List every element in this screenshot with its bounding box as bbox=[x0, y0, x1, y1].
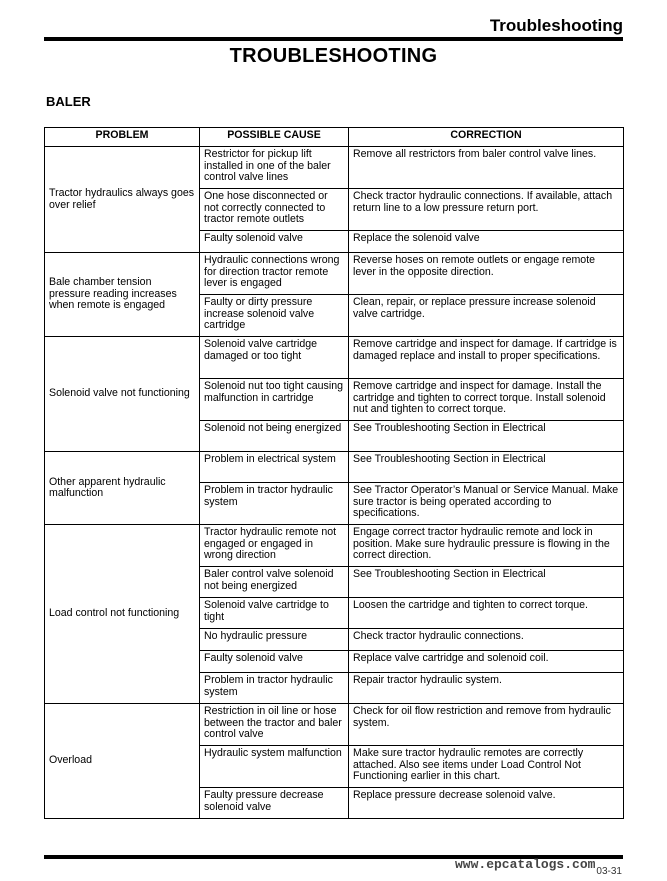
cause-cell: Solenoid valve cartridge to tight bbox=[200, 598, 349, 629]
correction-cell: See Troubleshooting Section in Electrical bbox=[349, 421, 624, 452]
problem-cell: Load control not functioning bbox=[45, 525, 200, 704]
running-header: Troubleshooting bbox=[489, 16, 623, 35]
correction-cell: Remove cartridge and inspect for damage. If cartridge is damaged replace and install to proper specifications. bbox=[349, 337, 624, 379]
top-rule bbox=[44, 37, 623, 41]
table-row bbox=[45, 525, 624, 567]
cause-cell: Faulty or dirty pressure increase solenoid valve cartridge bbox=[200, 295, 349, 337]
footer-watermark: www.epcatalogs.com bbox=[455, 857, 596, 872]
problem-cell: Overload bbox=[45, 704, 200, 819]
cause-cell: Restrictor for pickup lift installed in one of the baler control valve lines bbox=[200, 147, 349, 189]
cause-cell: Faulty solenoid valve bbox=[200, 651, 349, 673]
cause-cell: One hose disconnected or not correctly connected to tractor remote outlets bbox=[200, 189, 349, 231]
table-row bbox=[45, 253, 624, 295]
column-header-cause: POSSIBLE CAUSE bbox=[200, 128, 349, 147]
correction-cell: Check tractor hydraulic connections. If available, attach return line to a low pressure return port. bbox=[349, 189, 624, 231]
cause-cell: Solenoid valve cartridge damaged or too tight bbox=[200, 337, 349, 379]
problem-cell: Solenoid valve not functioning bbox=[45, 337, 200, 452]
correction-cell: Check tractor hydraulic connections. bbox=[349, 629, 624, 651]
cause-cell: Solenoid not being energized bbox=[200, 421, 349, 452]
table-body bbox=[45, 147, 624, 819]
correction-cell: See Troubleshooting Section in Electrical bbox=[349, 452, 624, 483]
correction-cell: See Tractor Operator’s Manual or Service Manual. Make sure tractor is being operated according to specifications. bbox=[349, 483, 624, 525]
cause-cell: Restriction in oil line or hose between the tractor and baler control valve bbox=[200, 704, 349, 746]
correction-cell: See Troubleshooting Section in Electrical bbox=[349, 567, 624, 598]
problem-cell: Bale chamber tension pressure reading increases when remote is engaged bbox=[45, 253, 200, 337]
correction-cell: Make sure tractor hydraulic remotes are correctly attached. Also see items under Load Control Not Functioning earlier in this chart. bbox=[349, 746, 624, 788]
column-header-problem: PROBLEM bbox=[45, 128, 200, 147]
table-header-row bbox=[45, 128, 624, 147]
cause-cell: Hydraulic connections wrong for direction tractor remote lever is engaged bbox=[200, 253, 349, 295]
cause-cell: Baler control valve solenoid not being energized bbox=[200, 567, 349, 598]
correction-cell: Clean, repair, or replace pressure increase solenoid valve cartridge. bbox=[349, 295, 624, 337]
page-title: TROUBLESHOOTING bbox=[229, 45, 438, 67]
correction-cell: Replace the solenoid valve bbox=[349, 231, 624, 253]
page-number: 03-31 bbox=[596, 866, 622, 877]
correction-cell: Loosen the cartridge and tighten to correct torque. bbox=[349, 598, 624, 629]
cause-cell: No hydraulic pressure bbox=[200, 629, 349, 651]
cause-cell: Problem in tractor hydraulic system bbox=[200, 483, 349, 525]
cause-cell: Faulty pressure decrease solenoid valve bbox=[200, 788, 349, 819]
section-heading: BALER bbox=[46, 94, 91, 109]
table-row bbox=[45, 147, 624, 189]
correction-cell: Repair tractor hydraulic system. bbox=[349, 673, 624, 704]
cause-cell: Problem in tractor hydraulic system bbox=[200, 673, 349, 704]
correction-cell: Replace valve cartridge and solenoid coil. bbox=[349, 651, 624, 673]
cause-cell: Solenoid nut too tight causing malfunction in cartridge bbox=[200, 379, 349, 421]
cause-cell: Faulty solenoid valve bbox=[200, 231, 349, 253]
correction-cell: Remove cartridge and inspect for damage. Install the cartridge and tighten to correct torque. Install solenoid nut and tighten to correct torque. bbox=[349, 379, 624, 421]
correction-cell: Remove all restrictors from baler control valve lines. bbox=[349, 147, 624, 189]
problem-cell: Other apparent hydraulic malfunction bbox=[45, 452, 200, 525]
problem-cell: Tractor hydraulics always goes over relief bbox=[45, 147, 200, 253]
correction-cell: Check for oil flow restriction and remove from hydraulic system. bbox=[349, 704, 624, 746]
correction-cell: Replace pressure decrease solenoid valve. bbox=[349, 788, 624, 819]
table-row bbox=[45, 452, 624, 483]
cause-cell: Hydraulic system malfunction bbox=[200, 746, 349, 788]
correction-cell: Engage correct tractor hydraulic remote and lock in position. Make sure hydraulic pressure is flowing in the correct direction. bbox=[349, 525, 624, 567]
column-header-correction: CORRECTION bbox=[349, 128, 624, 147]
cause-cell: Problem in electrical system bbox=[200, 452, 349, 483]
correction-cell: Reverse hoses on remote outlets or engage remote lever in the opposite direction. bbox=[349, 253, 624, 295]
table-row bbox=[45, 337, 624, 379]
cause-cell: Tractor hydraulic remote not engaged or engaged in wrong direction bbox=[200, 525, 349, 567]
table-row bbox=[45, 704, 624, 746]
troubleshooting-table bbox=[44, 127, 624, 819]
